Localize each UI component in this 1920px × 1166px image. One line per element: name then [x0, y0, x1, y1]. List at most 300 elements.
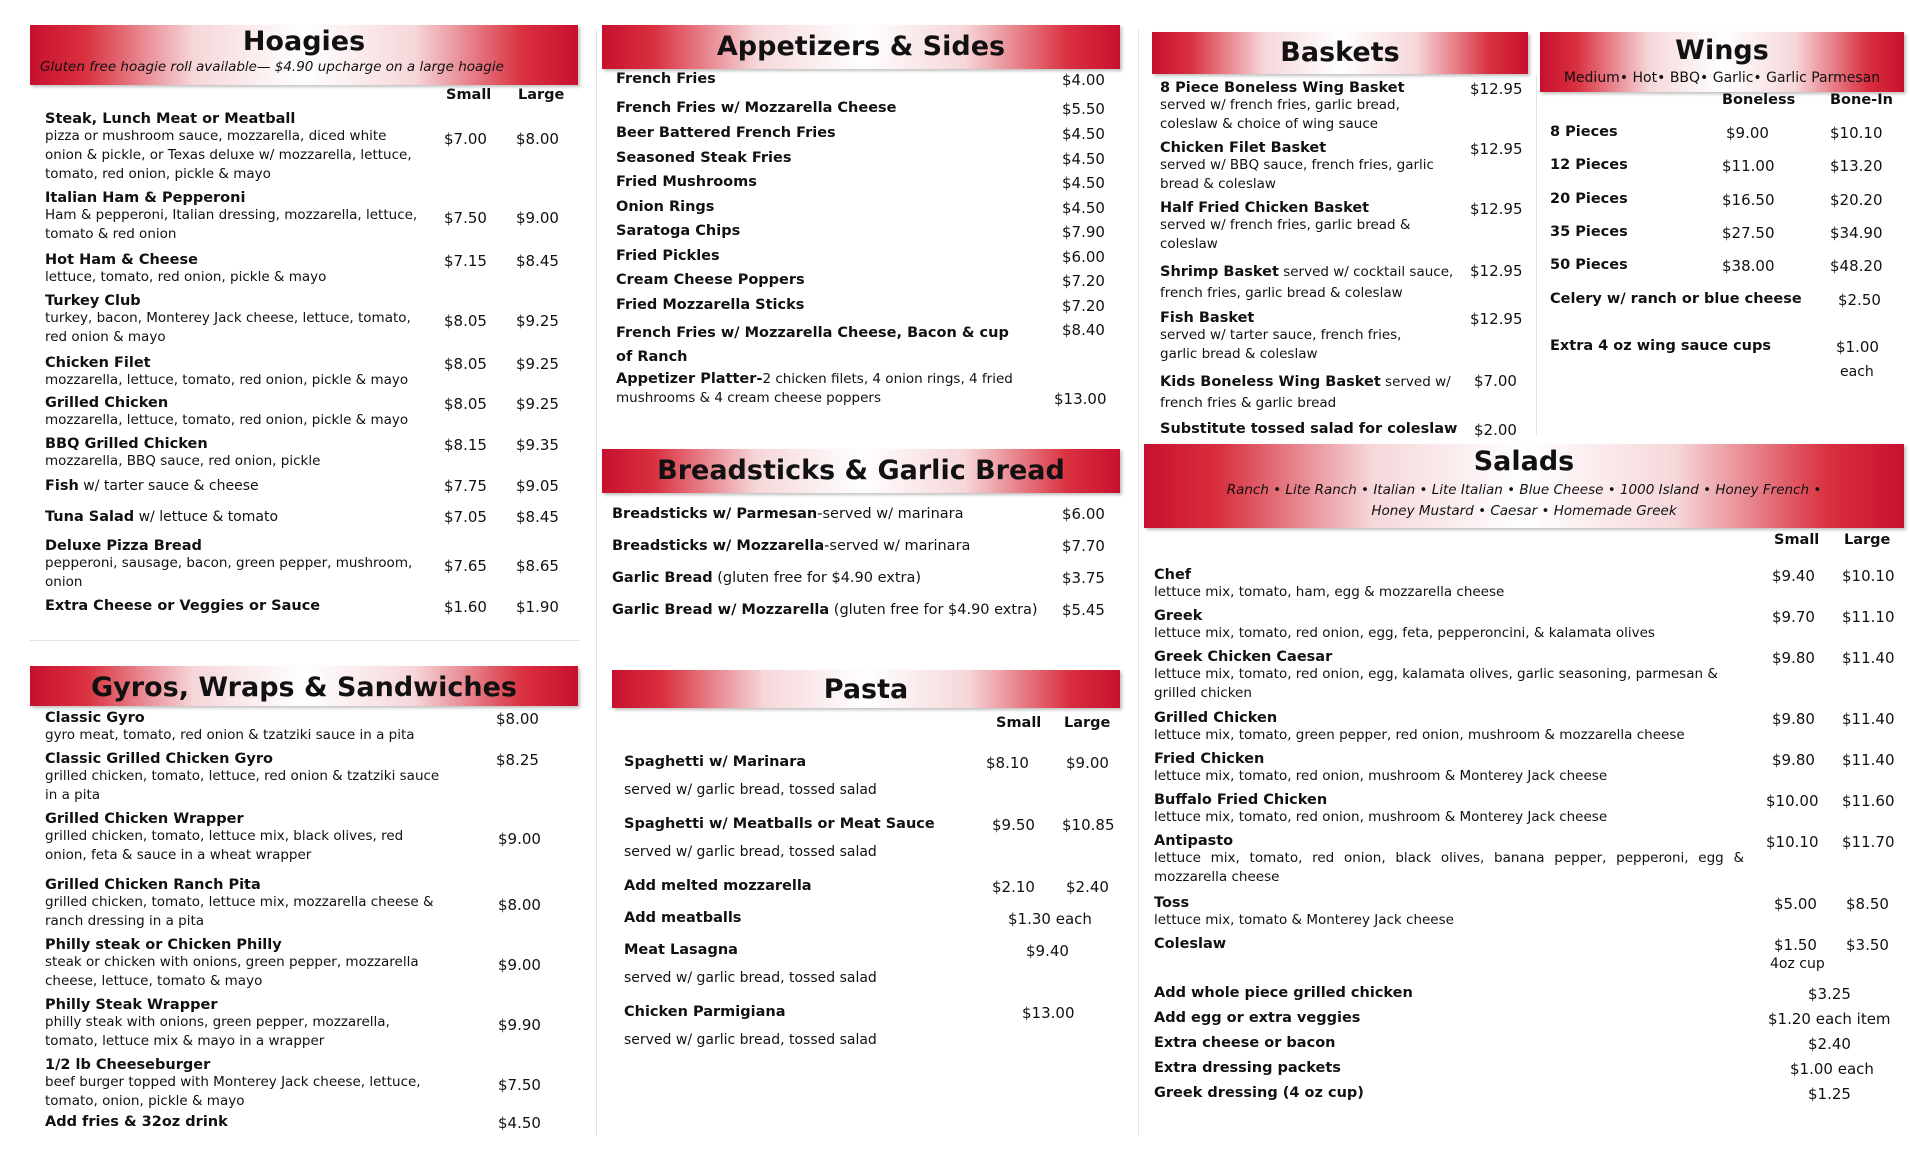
wings-col-bonein: Bone-In [1830, 92, 1893, 108]
gyros-title: Gyros, Wraps & Sandwiches [91, 672, 517, 703]
price-large: $11.40 [1842, 649, 1895, 667]
salads-banner [1144, 444, 1904, 528]
price: $8.00 [496, 710, 539, 728]
item-desc: mozzarella, BBQ sauce, red onion, pickle [45, 453, 321, 469]
item-name: Garlic Bread [612, 570, 713, 586]
price-large: $11.60 [1842, 792, 1895, 810]
menu-item [612, 942, 1120, 988]
price: $2.40 [1808, 1035, 1851, 1053]
price-large: $8.00 [516, 130, 559, 148]
salads-dressings-line2: Honey Mustard • Caesar • Homemade Greek [1371, 503, 1677, 519]
item-name: Chicken Filet Basket [1160, 140, 1327, 156]
price-small: $7.65 [444, 557, 487, 575]
menu-item [30, 395, 578, 430]
price: $4.00 [1062, 71, 1105, 89]
item-name: Buffalo Fried Chicken [1154, 792, 1328, 808]
item-name: Extra cheese or bacon [1154, 1035, 1336, 1051]
price-boneless: $9.00 [1726, 124, 1769, 142]
salads-section [1144, 444, 1904, 1124]
price: $7.70 [1062, 537, 1105, 555]
item-name: Breadsticks w/ Mozzarella [612, 538, 825, 554]
menu-item [30, 293, 578, 347]
item-name: Coleslaw [1154, 936, 1227, 952]
wings-section [1540, 32, 1904, 392]
menu-item [1144, 792, 1904, 827]
item-name: Steak, Lunch Meat or Meatball [45, 111, 296, 127]
price: $4.50 [1062, 125, 1105, 143]
price-small: $5.00 [1774, 895, 1817, 913]
hoagies-subtitle: Gluten free hoagie roll available— $4.90 upcharge on a large hoagie [40, 59, 504, 75]
price-large: $10.10 [1842, 567, 1895, 585]
menu-item [1144, 751, 1904, 786]
price: $9.00 [498, 830, 541, 848]
price-large: $9.35 [516, 436, 559, 454]
price-small: $8.05 [444, 355, 487, 373]
menu-item [30, 355, 578, 390]
menu-item [30, 477, 578, 496]
breadsticks-banner [602, 449, 1120, 493]
price: $5.50 [1062, 100, 1105, 118]
item-desc: served w/ french fries, garlic bread, coleslaw & choice of wing sauce [1160, 97, 1400, 132]
hoagies-title: Hoagies [242, 26, 366, 57]
price-small: $7.15 [444, 252, 487, 270]
menu-item [30, 877, 578, 931]
item-name: 1/2 lb Cheeseburger [45, 1057, 211, 1073]
item-desc: lettuce mix, tomato, ham, egg & mozzarella cheese [1154, 584, 1505, 600]
price-note: each [1840, 364, 1874, 380]
price-small: $2.10 [992, 878, 1035, 896]
price-large: $8.65 [516, 557, 559, 575]
item-name: 8 Piece Boneless Wing Basket [1160, 80, 1405, 96]
appetizers-banner [602, 25, 1120, 69]
price-boneless: $27.50 [1722, 224, 1775, 242]
menu-item [30, 111, 578, 184]
menu-item [612, 910, 1120, 926]
price-small: $8.10 [986, 754, 1029, 772]
menu-item [30, 710, 578, 745]
price: $8.25 [496, 751, 539, 769]
price: $2.00 [1474, 421, 1517, 439]
item-desc: grilled chicken, tomato, lettuce, red onion & tzatziki sauce in a pita [45, 768, 440, 803]
item-name: Shrimp Basket [1160, 264, 1279, 280]
item-name: Garlic Bread w/ Mozzarella [612, 602, 830, 618]
item-name: 20 Pieces [1550, 191, 1628, 207]
column-divider [1536, 75, 1537, 435]
price: $4.50 [1062, 174, 1105, 192]
item-desc: served w/ french fries & garlic bread [1160, 374, 1451, 411]
price-large: $8.50 [1846, 895, 1889, 913]
baskets-banner [1152, 32, 1528, 74]
price-small: $9.80 [1772, 649, 1815, 667]
item-name: Seasoned Steak Fries [616, 150, 792, 166]
price-large: $11.40 [1842, 710, 1895, 728]
price: $9.00 [498, 956, 541, 974]
price: $12.95 [1470, 262, 1523, 280]
price-large: $11.40 [1842, 751, 1895, 769]
item-desc: mozzarella, lettuce, tomato, red onion, pickle & mayo [45, 372, 409, 388]
price-small: $9.80 [1772, 751, 1815, 769]
item-name: Chicken Parmigiana [624, 1004, 786, 1020]
price: $4.50 [1062, 199, 1105, 217]
menu-item [1540, 157, 1904, 173]
item-desc: lettuce, tomato, red onion, pickle & mayo [45, 269, 327, 285]
item-name: French Fries w/ Mozzarella Cheese [616, 100, 897, 116]
item-name: 35 Pieces [1550, 224, 1628, 240]
item-name: Chicken Filet [45, 355, 151, 371]
menu-item [30, 508, 578, 527]
item-name: Chef [1154, 567, 1192, 583]
price-large: $9.05 [516, 477, 559, 495]
salads-col-small: Small [1774, 532, 1820, 548]
price-large: $9.25 [516, 395, 559, 413]
menu-item [1144, 833, 1904, 887]
hoagies-col-small: Small [446, 87, 492, 103]
item-name: Add egg or extra veggies [1154, 1010, 1361, 1026]
item-name: Beer Battered French Fries [616, 125, 836, 141]
menu-item [30, 811, 578, 865]
item-name: 12 Pieces [1550, 157, 1628, 173]
menu-item [1540, 291, 1904, 307]
price-large: $10.85 [1062, 816, 1115, 834]
menu-item [602, 601, 1120, 620]
wings-banner [1540, 32, 1904, 92]
item-desc: (gluten free for $4.90 extra) [712, 570, 922, 586]
menu-item [1144, 936, 1904, 972]
price-boneless: $38.00 [1722, 257, 1775, 275]
price: $8.40 [1062, 321, 1105, 339]
price-boneless: $11.00 [1722, 157, 1775, 175]
price: $7.90 [1062, 223, 1105, 241]
menu-item [1152, 310, 1528, 364]
item-name: Antipasto [1154, 833, 1234, 849]
item-desc: w/ lettuce & tomato [134, 509, 279, 525]
menu-item [30, 751, 578, 805]
menu-item [1152, 421, 1528, 437]
item-name: Appetizer Platter- [616, 371, 763, 387]
price: $7.20 [1062, 297, 1105, 315]
gyros-section [30, 666, 578, 1136]
price: $12.95 [1470, 310, 1523, 328]
menu-item [602, 505, 1120, 524]
appetizers-title: Appetizers & Sides [716, 31, 1006, 62]
item-desc: -served w/ marinara [824, 538, 971, 554]
salads-dressings-line1: Ranch • Lite Ranch • Italian • Lite Italian • Blue Cheese • 1000 Island • Honey French • [1226, 482, 1822, 498]
menu-item [602, 71, 1120, 87]
price-large: $9.00 [1066, 754, 1109, 772]
hoagies-section [30, 25, 578, 645]
price: $1.00 each [1790, 1060, 1874, 1078]
menu-item [602, 537, 1120, 556]
item-name: Breadsticks w/ Parmesan [612, 506, 818, 522]
item-desc: lettuce mix, tomato, green pepper, red onion, mushroom & mozzarella cheese [1154, 727, 1685, 743]
item-name: Spaghetti w/ Meatballs or Meat Sauce [624, 816, 935, 832]
menu-item [1144, 608, 1904, 643]
pasta-banner [612, 670, 1120, 708]
item-desc: w/ tarter sauce & cheese [78, 478, 259, 494]
item-desc: gyro meat, tomato, red onion & tzatziki sauce in a pita [45, 727, 415, 743]
menu-item [612, 878, 1120, 894]
price-small: $10.10 [1766, 833, 1819, 851]
item-desc: lettuce mix, tomato, red onion, mushroom & Monterey Jack cheese [1154, 809, 1608, 825]
price-small: $7.05 [444, 508, 487, 526]
price: $13.00 [1054, 390, 1107, 408]
menu-item [602, 150, 1120, 166]
item-name: 50 Pieces [1550, 257, 1628, 273]
item-desc: Ham & pepperoni, Italian dressing, mozzarella, lettuce, tomato & red onion [45, 207, 418, 242]
item-name: Philly Steak Wrapper [45, 997, 218, 1013]
item-desc: served w/ cocktail sauce, french fries, garlic bread & coleslaw [1160, 264, 1454, 301]
price-large: $11.10 [1842, 608, 1895, 626]
item-desc: served w/ garlic bread, tossed salad [624, 970, 877, 986]
price-bonein: $34.90 [1830, 224, 1883, 242]
price-boneless: $16.50 [1722, 191, 1775, 209]
column-divider [596, 30, 597, 1135]
price-small: $7.00 [444, 130, 487, 148]
price-small: $9.70 [1772, 608, 1815, 626]
pasta-title: Pasta [823, 674, 909, 705]
item-name: French Fries [616, 71, 716, 87]
addon-item [1144, 985, 1904, 1001]
item-name: Greek Chicken Caesar [1154, 649, 1333, 665]
item-desc: lettuce mix, tomato, red onion, egg, kalamata olives, garlic seasoning, parmesan & grilled chicken [1154, 666, 1718, 701]
price-bonein: $13.20 [1830, 157, 1883, 175]
wings-title: Wings [1675, 35, 1769, 66]
menu-item [602, 569, 1120, 588]
menu-item [1152, 200, 1528, 254]
item-name: Italian Ham & Pepperoni [45, 190, 246, 206]
price: $7.20 [1062, 272, 1105, 290]
price: $12.95 [1470, 80, 1523, 98]
price-large: $1.90 [516, 598, 559, 616]
menu-item [602, 125, 1120, 141]
menu-item [1152, 372, 1528, 414]
wings-subtitle: Medium• Hot• BBQ• Garlic• Garlic Parmesan [1563, 70, 1881, 86]
menu-item [1540, 224, 1904, 240]
item-name: Extra Cheese or Veggies or Sauce [45, 598, 321, 614]
menu-item [602, 174, 1120, 190]
price: $7.50 [498, 1076, 541, 1094]
hoagies-banner [30, 25, 578, 85]
menu-item [602, 223, 1120, 239]
item-name: Substitute tossed salad for coleslaw [1160, 421, 1458, 437]
price-note: 4oz cup [1770, 956, 1825, 972]
item-desc: pepperoni, sausage, bacon, green pepper, mushroom, onion [45, 555, 413, 590]
item-name: Classic Gyro [45, 710, 145, 726]
price: $3.75 [1062, 569, 1105, 587]
item-name: Spaghetti w/ Marinara [624, 754, 807, 770]
addon-item [1144, 1060, 1904, 1076]
price-large: $9.25 [516, 312, 559, 330]
item-name: French Fries w/ Mozzarella Cheese, Bacon & cup of Ranch [616, 325, 1009, 365]
item-desc: philly steak with onions, green pepper, mozzarella, tomato, lettuce mix & mayo in a wrapper [45, 1014, 390, 1049]
item-desc: served w/ garlic bread, tossed salad [624, 844, 877, 860]
pasta-section [612, 670, 1120, 1070]
item-name: Extra 4 oz wing sauce cups [1550, 338, 1772, 354]
menu-item [602, 297, 1120, 313]
item-name: BBQ Grilled Chicken [45, 436, 208, 452]
item-name: Extra dressing packets [1154, 1060, 1341, 1076]
menu-item [30, 1057, 578, 1111]
price-large: $2.40 [1066, 878, 1109, 896]
menu-item [612, 816, 1120, 862]
item-name: Fish [45, 478, 79, 494]
price-bonein: $20.20 [1830, 191, 1883, 209]
price-large: $3.50 [1846, 936, 1889, 954]
price: $9.90 [498, 1016, 541, 1034]
price-small: $1.50 [1774, 936, 1817, 954]
menu-item [1540, 257, 1904, 273]
menu-item [602, 199, 1120, 215]
price: $1.20 each item [1768, 1010, 1891, 1028]
item-desc: served w/ garlic bread, tossed salad [624, 782, 877, 798]
price: $8.00 [498, 896, 541, 914]
price-large: $11.70 [1842, 833, 1895, 851]
price: $13.00 [1022, 1004, 1075, 1022]
item-name: Fish Basket [1160, 310, 1255, 326]
price: $4.50 [1062, 150, 1105, 168]
item-name: Half Fried Chicken Basket [1160, 200, 1370, 216]
price: $12.95 [1470, 140, 1523, 158]
menu-item [602, 370, 1120, 408]
item-desc: 2 chicken filets, 4 onion rings, 4 fried mushrooms & 4 cream cheese poppers [616, 371, 1013, 406]
item-name: Add fries & 32oz drink [45, 1114, 228, 1130]
item-desc: turkey, bacon, Monterey Jack cheese, lettuce, tomato, red onion & mayo [45, 310, 411, 345]
price-small: $7.75 [444, 477, 487, 495]
menu-item [1540, 124, 1904, 140]
item-name: Fried Mozzarella Sticks [616, 297, 805, 313]
menu-item [1152, 140, 1528, 194]
price-small: $8.05 [444, 312, 487, 330]
item-name: Meat Lasagna [624, 942, 738, 958]
item-name: Kids Boneless Wing Basket [1160, 374, 1381, 390]
price-small: $9.80 [1772, 710, 1815, 728]
item-name: Cream Cheese Poppers [616, 272, 805, 288]
item-name: Grilled Chicken Ranch Pita [45, 877, 261, 893]
price: $12.95 [1470, 200, 1523, 218]
price-small: $9.50 [992, 816, 1035, 834]
item-desc: mozzarella, lettuce, tomato, red onion, pickle & mayo [45, 412, 409, 428]
menu-item [1540, 338, 1904, 380]
item-desc: served w/ BBQ sauce, french fries, garlic bread & coleslaw [1160, 157, 1434, 192]
menu-item [602, 321, 1120, 369]
pasta-col-small: Small [996, 715, 1042, 731]
item-desc: lettuce mix, tomato, red onion, egg, feta, pepperoncini, & kalamata olives [1154, 625, 1655, 641]
item-name: Classic Grilled Chicken Gyro [45, 751, 273, 767]
menu-item [30, 436, 578, 471]
menu-item [30, 937, 578, 991]
item-desc: lettuce mix, tomato, red onion, mushroom & Monterey Jack cheese [1154, 768, 1608, 784]
item-name: Celery w/ ranch or blue cheese [1550, 291, 1802, 307]
item-desc: (gluten free for $4.90 extra) [829, 602, 1038, 618]
item-name: Saratoga Chips [616, 223, 741, 239]
price: $6.00 [1062, 248, 1105, 266]
item-name: Toss [1154, 895, 1190, 911]
menu-item [1144, 895, 1904, 930]
price-large: $8.45 [516, 508, 559, 526]
item-desc: lettuce mix, tomato & Monterey Jack cheese [1154, 912, 1454, 928]
menu-item [602, 248, 1120, 264]
item-name: Greek [1154, 608, 1203, 624]
item-desc: steak or chicken with onions, green pepper, mozzarella cheese, lettuce, tomato & mayo [45, 954, 419, 989]
breadsticks-section [602, 449, 1120, 629]
item-name: Add whole piece grilled chicken [1154, 985, 1413, 1001]
menu-item [30, 1114, 578, 1130]
baskets-title: Baskets [1280, 37, 1400, 68]
salads-title: Salads [1473, 446, 1575, 477]
menu-item [30, 538, 578, 592]
item-desc: -served w/ marinara [817, 506, 964, 522]
price: $3.25 [1808, 985, 1851, 1003]
menu-item [1152, 262, 1528, 304]
item-name: Fried Chicken [1154, 751, 1265, 767]
menu-item [30, 190, 578, 244]
menu-item [30, 252, 578, 287]
item-name: Greek dressing (4 oz cup) [1154, 1085, 1364, 1101]
menu-item [602, 272, 1120, 288]
item-name: Turkey Club [45, 293, 141, 309]
menu-item [1152, 80, 1528, 134]
column-divider [1138, 30, 1139, 1135]
item-name: Deluxe Pizza Bread [45, 538, 202, 554]
item-desc: grilled chicken, tomato, lettuce mix, black olives, red onion, feta & sauce in a wheat wrapper [45, 828, 404, 863]
pasta-col-large: Large [1064, 715, 1111, 731]
menu-item [1144, 567, 1904, 602]
price-bonein: $10.10 [1830, 124, 1883, 142]
price-small: $9.40 [1772, 567, 1815, 585]
item-desc: lettuce mix, tomato, red onion, black olives, banana pepper, pepperoni, egg & mozzarella cheese [1154, 850, 1744, 885]
price-large: $9.25 [516, 355, 559, 373]
addon-item [1144, 1035, 1904, 1051]
item-desc: beef burger topped with Monterey Jack cheese, lettuce, tomato, onion, pickle & mayo [45, 1074, 421, 1109]
price: $4.50 [498, 1114, 541, 1132]
price-small: $8.05 [444, 395, 487, 413]
menu-item [602, 100, 1120, 116]
addon-item [1144, 1010, 1904, 1026]
price: $9.40 [1026, 942, 1069, 960]
menu-item [1144, 710, 1904, 745]
item-desc: served w/ french fries, garlic bread & coleslaw [1160, 217, 1411, 252]
item-name: Tuna Salad [45, 509, 135, 525]
menu-item [1540, 191, 1904, 207]
item-name: Fried Pickles [616, 248, 720, 264]
price-small: $10.00 [1766, 792, 1819, 810]
price-bonein: $48.20 [1830, 257, 1883, 275]
price: $7.00 [1474, 372, 1517, 390]
item-desc: pizza or mushroom sauce, mozzarella, diced white onion & pickle, or Texas deluxe w/ mozzarella, lettuce, tomato, red onion, pickle & mayo [45, 128, 412, 182]
menu-item [30, 598, 578, 614]
price-small: $8.15 [444, 436, 487, 454]
baskets-section [1152, 32, 1528, 442]
menu-item [612, 754, 1120, 800]
addon-item [1144, 1085, 1904, 1101]
item-name: Fried Mushrooms [616, 174, 757, 190]
price: $1.00 [1836, 338, 1879, 356]
item-name: Add melted mozzarella [624, 878, 812, 894]
price-large: $8.45 [516, 252, 559, 270]
wings-col-boneless: Boneless [1722, 92, 1796, 108]
menu-item [30, 997, 578, 1051]
price-small: $1.60 [444, 598, 487, 616]
price: $1.30 each [1008, 910, 1092, 928]
gyros-banner [30, 666, 578, 706]
appetizers-section [602, 25, 1120, 425]
item-name: Hot Ham & Cheese [45, 252, 198, 268]
item-desc: grilled chicken, tomato, lettuce mix, mozzarella cheese & ranch dressing in a pita [45, 894, 434, 929]
price: $5.45 [1062, 601, 1105, 619]
price: $2.50 [1838, 291, 1881, 309]
price-large: $9.00 [516, 209, 559, 227]
hoagies-col-large: Large [518, 87, 565, 103]
